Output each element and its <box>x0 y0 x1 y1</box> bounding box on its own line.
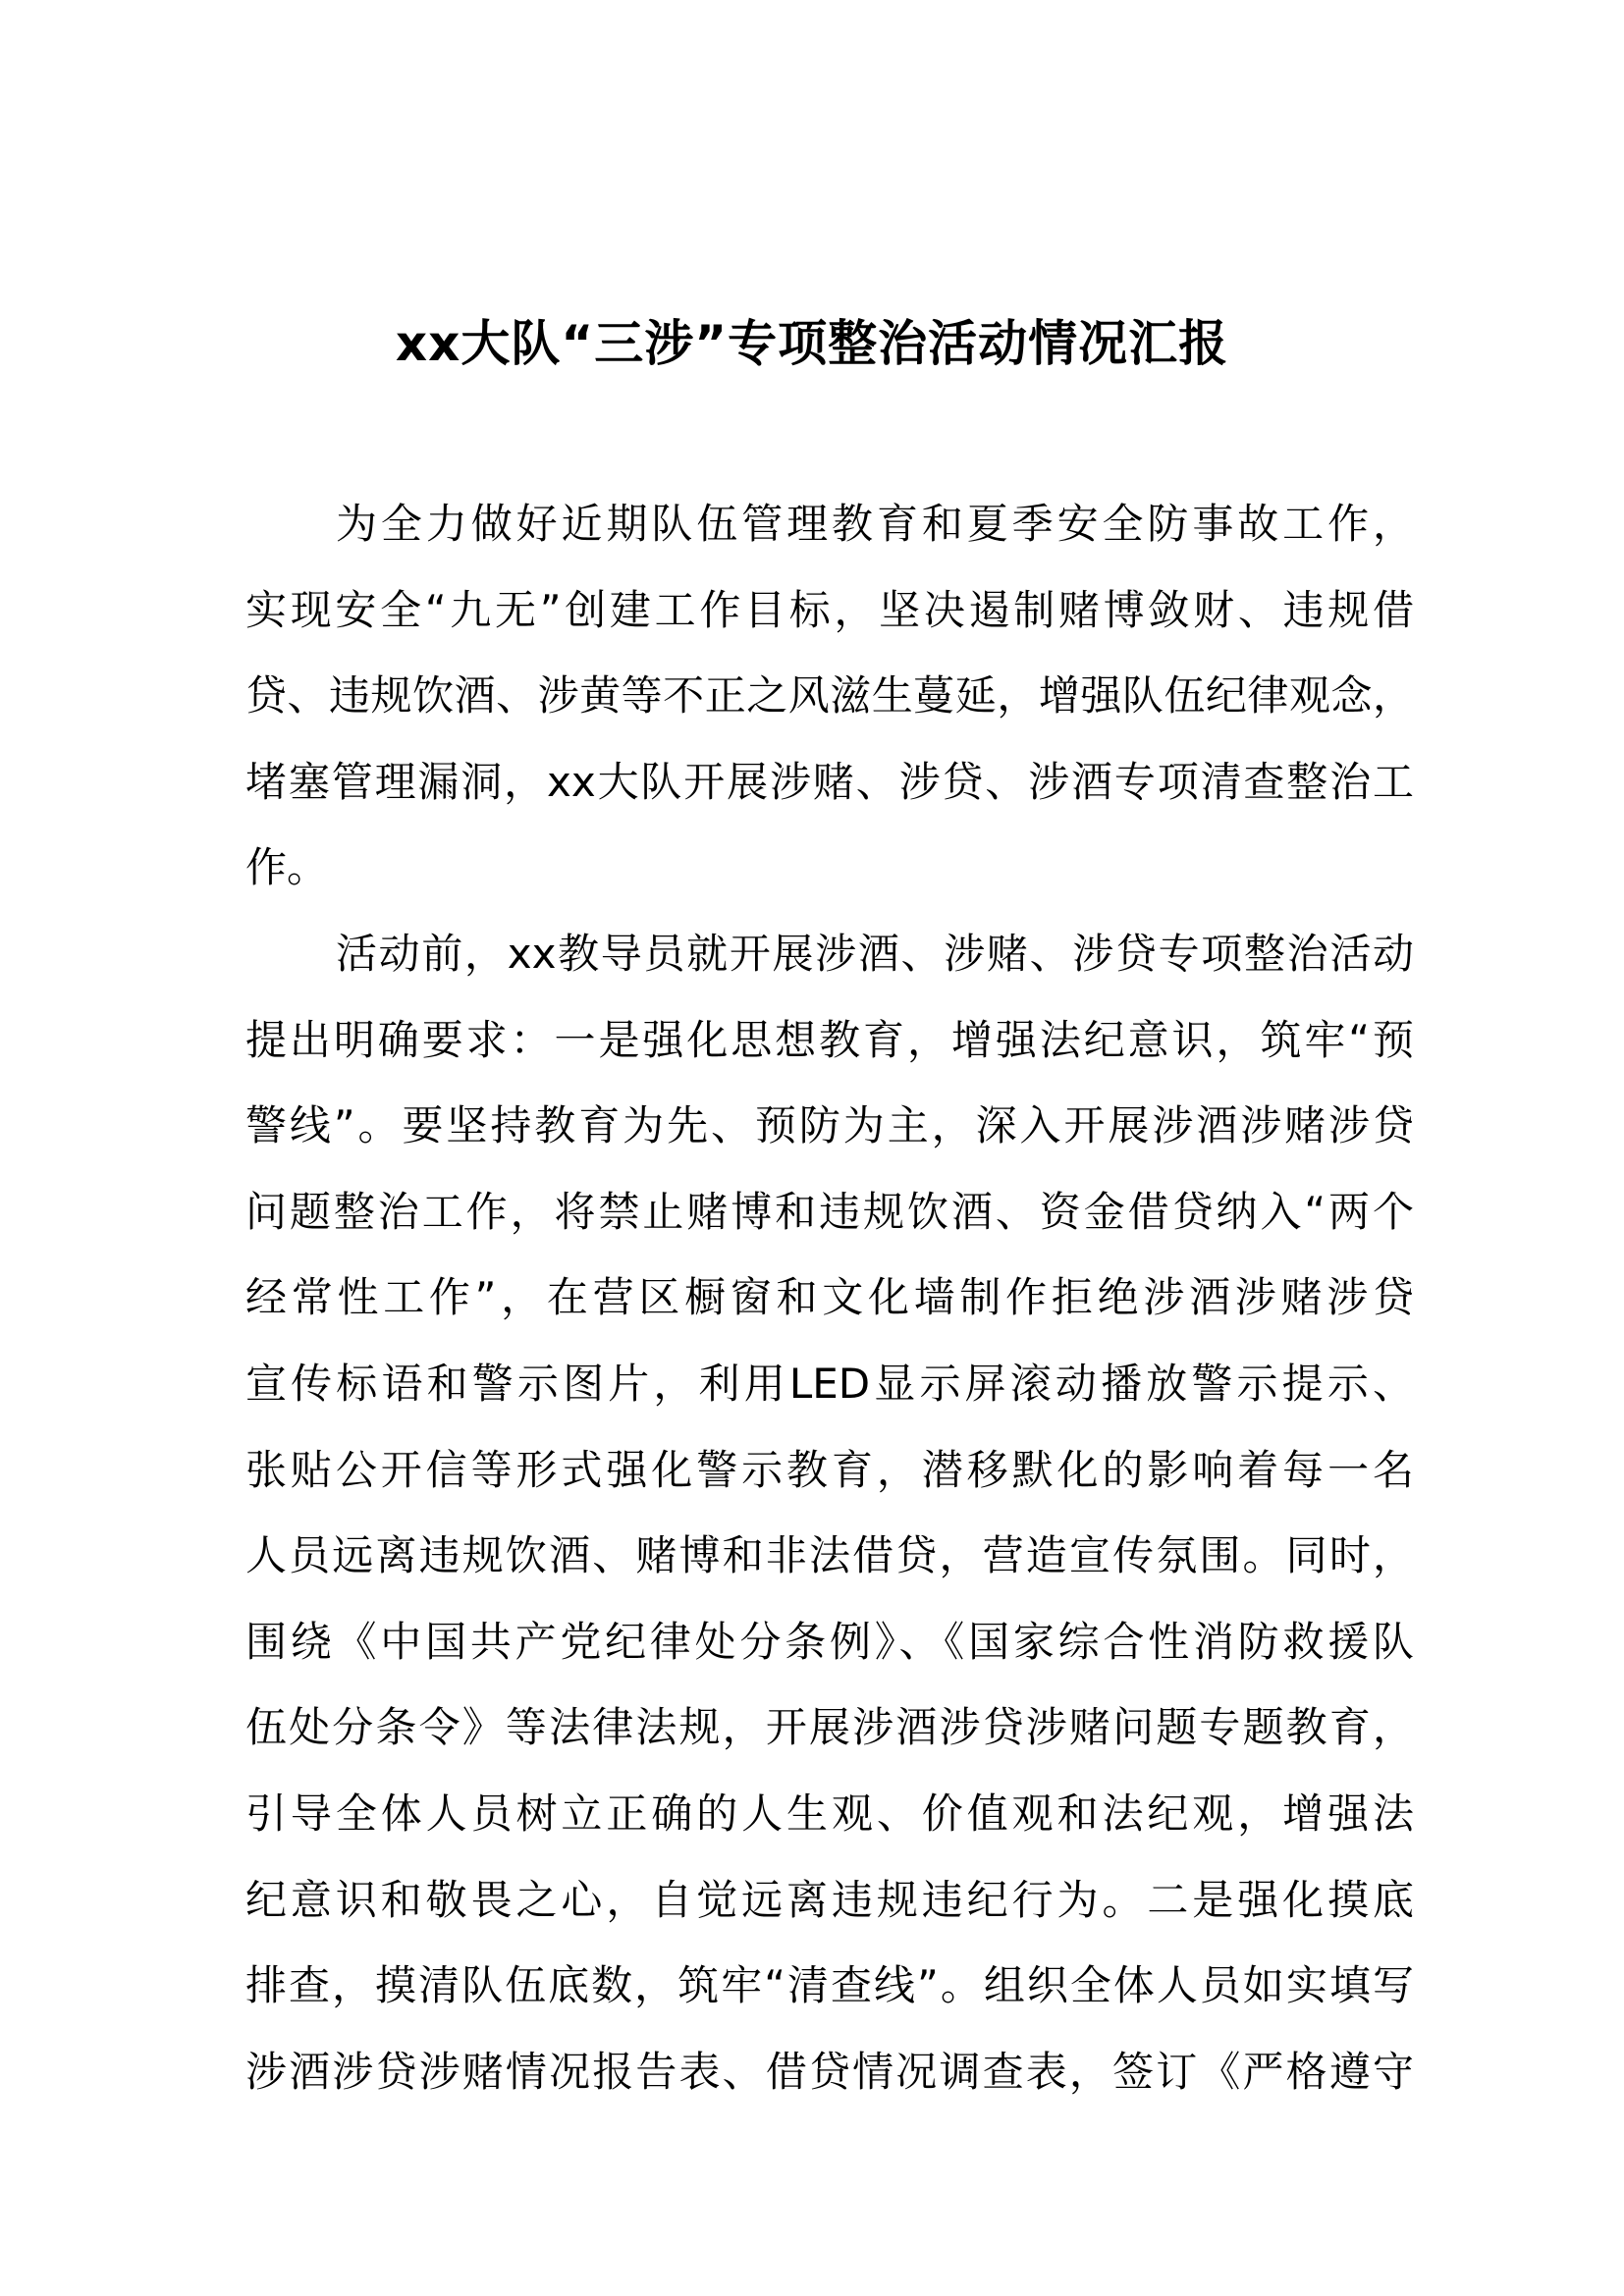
paragraph-1-line-5: 作。 <box>245 843 329 892</box>
paragraph-2-line-10: 伍处分条令》等法律法规，开展涉酒涉贷涉赌问题专题教育， <box>245 1703 1414 1752</box>
paragraph-2-line-14: 涉酒涉贷涉赌情况报告表、借贷情况调查表，签订《严格遵守 <box>245 2047 1414 2096</box>
paragraph-2-line-9: 围绕《中国共产党纪律处分条例》、《国家综合性消防救援队 <box>245 1617 1414 1666</box>
paragraph-1-line-3: 贷、违规饮酒、涉黄等不正之风滋生蔓延，增强队伍纪律观念， <box>245 671 1414 721</box>
paragraph-2-line-8: 人员远离违规饮酒、赌博和非法借贷，营造宣传氛围。同时， <box>245 1531 1414 1580</box>
document-title: xx大队“三涉”专项整治活动情况汇报 <box>395 315 1229 372</box>
paragraph-2-line-13: 排查，摸清队伍底数，筑牢“清查线”。组织全体人员如实填写 <box>245 1961 1414 2010</box>
paragraph-2-line-11: 引导全体人员树立正确的人生观、价值观和法纪观，增强法 <box>245 1789 1414 1838</box>
paragraph-2-line-7: 张贴公开信等形式强化警示教育，潜移默化的影响着每一名 <box>245 1445 1414 1494</box>
paragraph-2-line-4: 问题整治工作，将禁止赌博和违规饮酒、资金借贷纳入“两个 <box>245 1187 1414 1236</box>
paragraph-1-line-2: 实现安全“九无”创建工作目标，坚决遏制赌博敛财、违规借 <box>245 585 1414 634</box>
paragraph-2-line-1: 活动前，xx教导员就开展涉酒、涉赌、涉贷专项整治活动 <box>336 929 1414 978</box>
document-body <box>245 481 1414 2114</box>
paragraph-1-line-4: 堵塞管理漏洞，xx大队开展涉赌、涉贷、涉酒专项清查整治工 <box>245 757 1414 806</box>
paragraph-2-line-2: 提出明确要求：一是强化思想教育，增强法纪意识，筑牢“预 <box>245 1015 1414 1064</box>
paragraph-2-line-5: 经常性工作”，在营区橱窗和文化墙制作拒绝涉酒涉赌涉贷 <box>245 1273 1414 1322</box>
paragraph-2-line-12: 纪意识和敬畏之心，自觉远离违规违纪行为。二是强化摸底 <box>245 1875 1414 1924</box>
paragraph-1-line-1: 为全力做好近期队伍管理教育和夏季安全防事故工作， <box>336 500 1414 548</box>
paragraph-2-line-6: 宣传标语和警示图片，利用LED显示屏滚动播放警示提示、 <box>245 1359 1414 1408</box>
paragraph-2-line-3: 警线”。要坚持教育为先、预防为主，深入开展涉酒涉赌涉贷 <box>245 1101 1414 1150</box>
